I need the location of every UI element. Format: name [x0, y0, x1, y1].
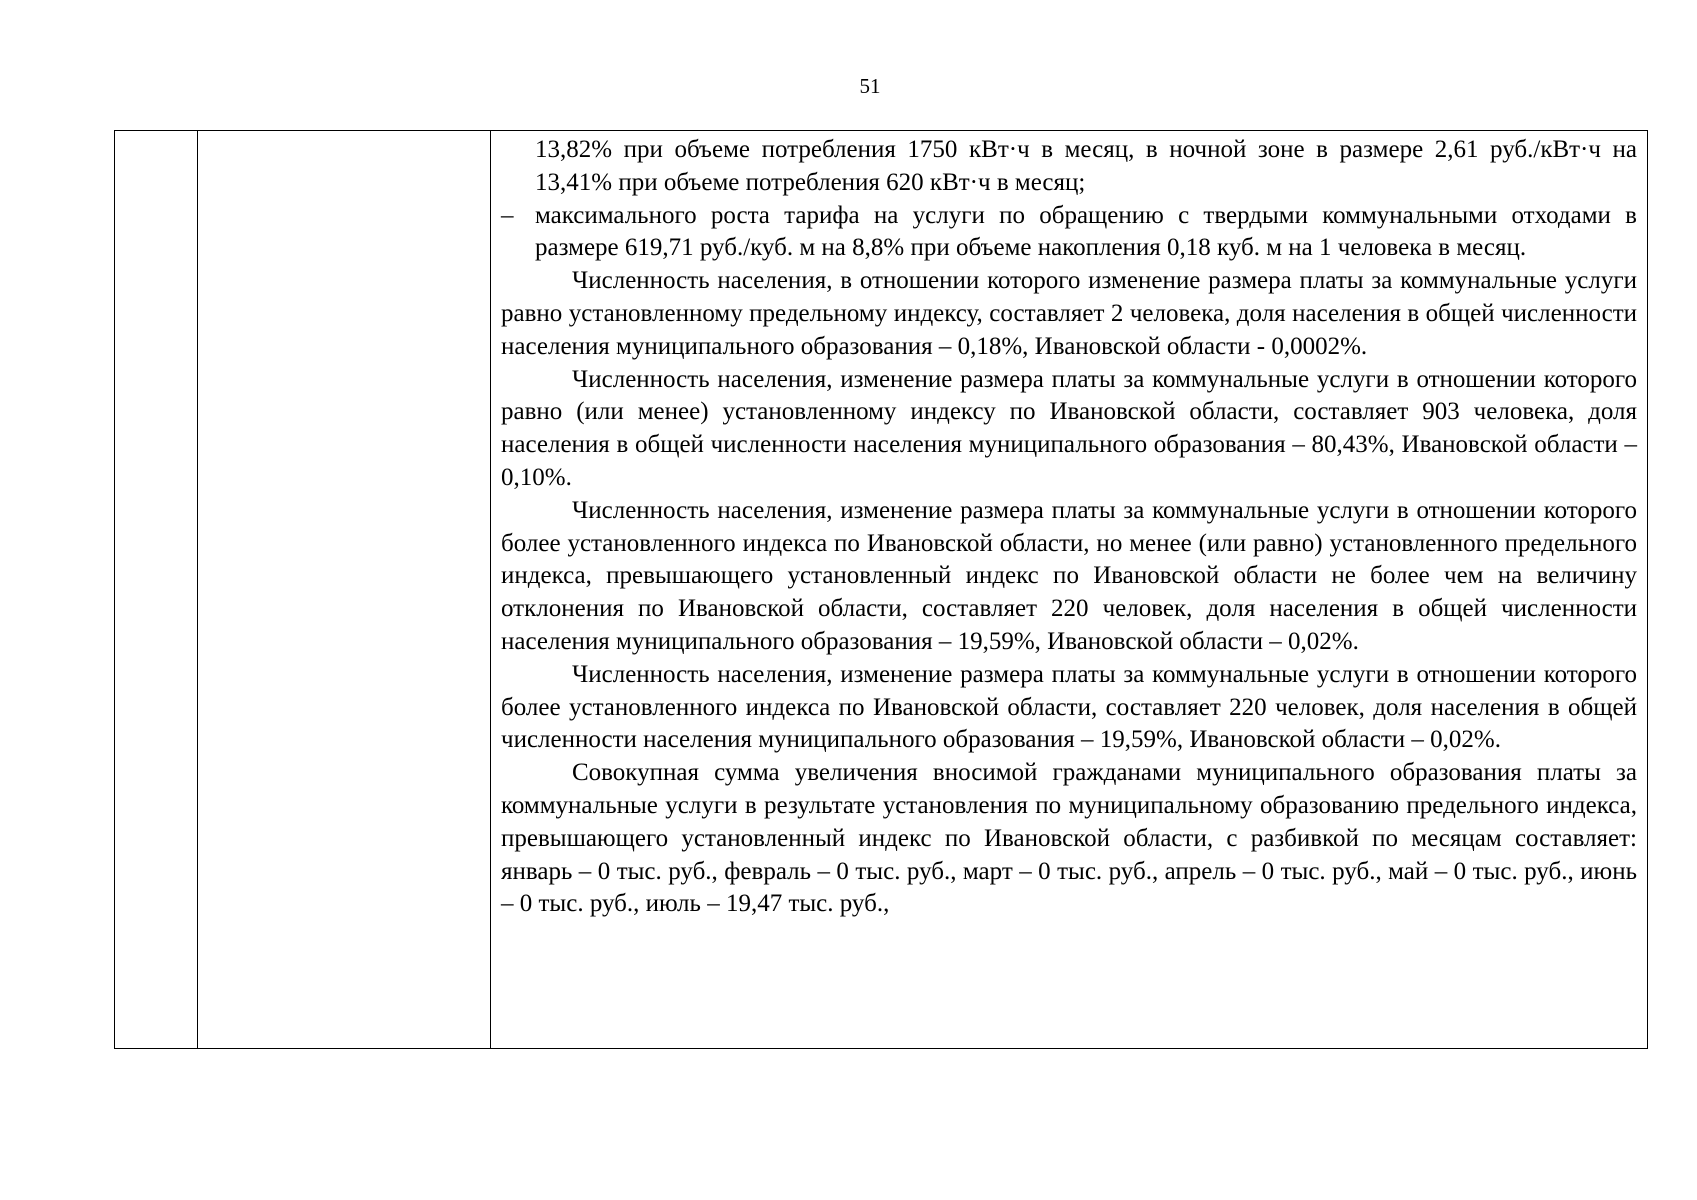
dash-marker: – [501, 201, 514, 229]
paragraph-population-below-index: Численность населения, изменение размера платы за коммунальные услуги в отношении которого равно (или менее) установленному индексу по Ивановской области, составляет 903 человека, доля населения в общей численности населения муниципального образования – 80,43%, Ивановской области – 0,10%. [501, 365, 1637, 491]
paragraph-population-equal-limit: Численность населения, в отношении которого изменение размера платы за коммунальные услуги равно установленному предельному индексу, составляет 2 человека, доля населения в общей численности населения муниципального образования – 0,18%, Ивановской области - 0,0002%. [501, 267, 1637, 360]
continuation-paragraph: 13,82% при объеме потребления 1750 кВт·ч в месяц, в ночной зоне в размере 2,61 руб./кВт·ч на 13,41% при объеме потребления 620 кВт·ч в месяц; [535, 136, 1637, 196]
dash-list-item-text: максимального роста тарифа на услуги по обращению с твердыми коммунальными отходами в размере 619,71 руб./куб. м на 8,8% при объеме накопления 0,18 куб. м на 1 человека в месяц. [535, 201, 1637, 262]
paragraph-total-increase: Совокупная сумма увеличения вносимой гражданами муниципального образования платы за коммунальные услуги в результате установления по муниципальному образованию предельного индекса, превышающего установленный индекс по Ивановской области, с разбивкой по месяцам составляет: январь – 0 тыс. руб., февраль – 0 тыс. руб., март – 0 тыс. руб., апрель – 0 тыс. руб., май – 0 тыс. руб., июнь – 0 тыс. руб., июль – 19,47 тыс. руб., [501, 759, 1637, 918]
table-column-number [115, 131, 198, 1048]
dash-list-item [501, 200, 1637, 266]
table-column-text [491, 131, 1647, 1048]
paragraph-population-between-index: Численность населения, изменение размера платы за коммунальные услуги в отношении которого более установленного индекса по Ивановской области, но менее (или равно) установленного предельного индекса, превышающего установленный индекс по Ивановской области не более чем на величину отклонения по Ивановской области, составляет 220 человек, доля населения в общей численности населения муниципального образования – 19,59%, Ивановской области – 0,02%. [501, 496, 1637, 655]
paragraph-population-above-index: Численность населения, изменение размера платы за коммунальные услуги в отношении которого более установленного индекса по Ивановской области, составляет 220 человек, доля населения в общей численности населения муниципального образования – 19,59%, Ивановской области – 0,02%. [501, 660, 1637, 754]
page-number: 51 [859, 74, 881, 98]
document-table [114, 130, 1648, 1049]
table-column-name [198, 131, 491, 1048]
